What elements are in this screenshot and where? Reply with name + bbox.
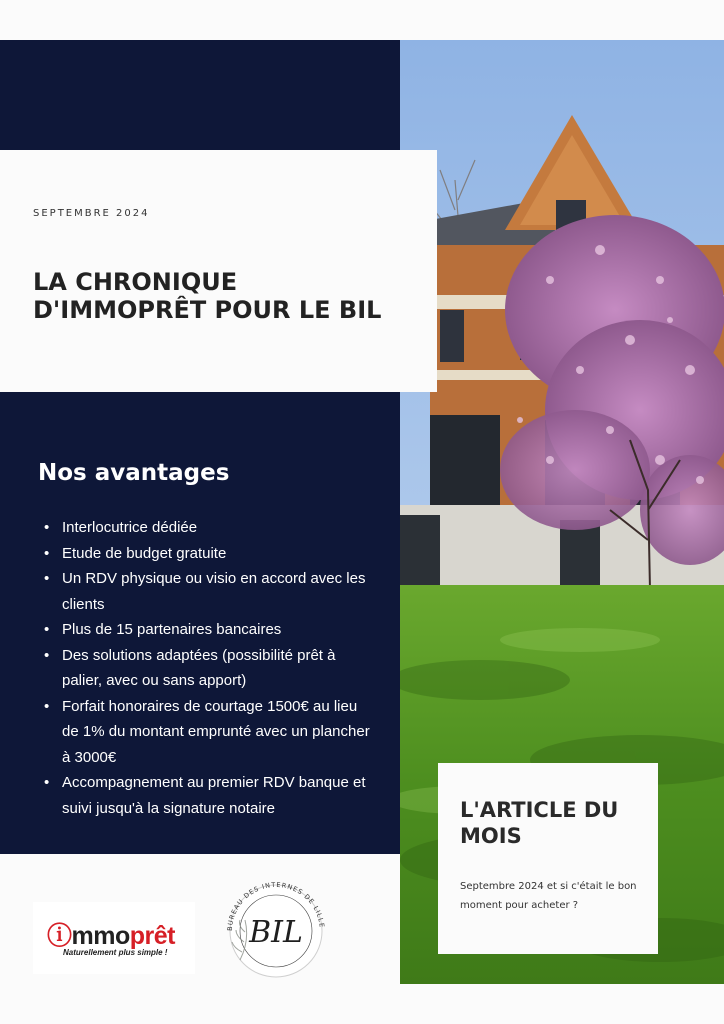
list-item xyxy=(44,617,374,643)
bil-monogram: BIL xyxy=(249,915,303,950)
list-item-text: Plus de 15 partenaires bancaires xyxy=(62,621,282,638)
title-card xyxy=(0,150,437,392)
immopret-tagline: Naturellement plus simple ! xyxy=(63,948,168,957)
advantages-heading: Nos avantages xyxy=(38,460,230,486)
bullet-icon: • xyxy=(44,621,50,638)
bullet-icon: • xyxy=(44,519,50,536)
article-subtitle: Septembre 2024 et si c'était le bon moment pour acheter ? xyxy=(460,881,637,911)
list-item xyxy=(44,770,374,821)
list-item xyxy=(44,515,374,541)
advantages-list xyxy=(44,515,374,821)
bullet-icon: • xyxy=(44,697,50,715)
list-item xyxy=(44,694,374,771)
immopret-logo xyxy=(33,902,195,974)
page-title: LA CHRONIQUE D'IMMOPRÊT POUR LE BIL xyxy=(33,268,382,324)
bullet-icon: • xyxy=(44,774,50,791)
list-item xyxy=(44,541,374,567)
bullet-icon: • xyxy=(44,544,50,562)
bullet-icon: • xyxy=(44,570,50,587)
location-pin-icon: ⓘ xyxy=(47,922,72,950)
list-item-text: Forfait honoraires de courtage 1500€ au lieu de 1% du montant emprunté avec un plancher à 3000€ xyxy=(62,697,370,766)
list-item-text: Etude de budget gratuite xyxy=(62,544,227,562)
brand-prefix: mmo xyxy=(71,922,130,950)
list-item-text: Accompagnement au premier RDV banque et suivi jusqu'à la signature notaire xyxy=(62,774,366,817)
immopret-wordmark xyxy=(47,916,175,952)
list-item xyxy=(44,643,374,694)
list-item xyxy=(44,566,374,617)
bil-ring-text: BUREAU DES INTERNES DE LILLE xyxy=(225,880,326,932)
article-title: L'ARTICLE DU MOIS xyxy=(460,798,619,848)
bullet-icon: • xyxy=(44,646,50,664)
bil-logo xyxy=(210,870,342,992)
article-card[interactable] xyxy=(438,763,658,954)
list-item-text: Un RDV physique ou visio en accord avec les clients xyxy=(62,570,366,613)
brand-accent: prêt xyxy=(129,922,175,950)
issue-date: SEPTEMBRE 2024 xyxy=(33,208,150,219)
list-item-text: Des solutions adaptées (possibilité prêt à palier, avec ou sans apport) xyxy=(62,646,336,689)
list-item-text: Interlocutrice dédiée xyxy=(62,519,198,536)
